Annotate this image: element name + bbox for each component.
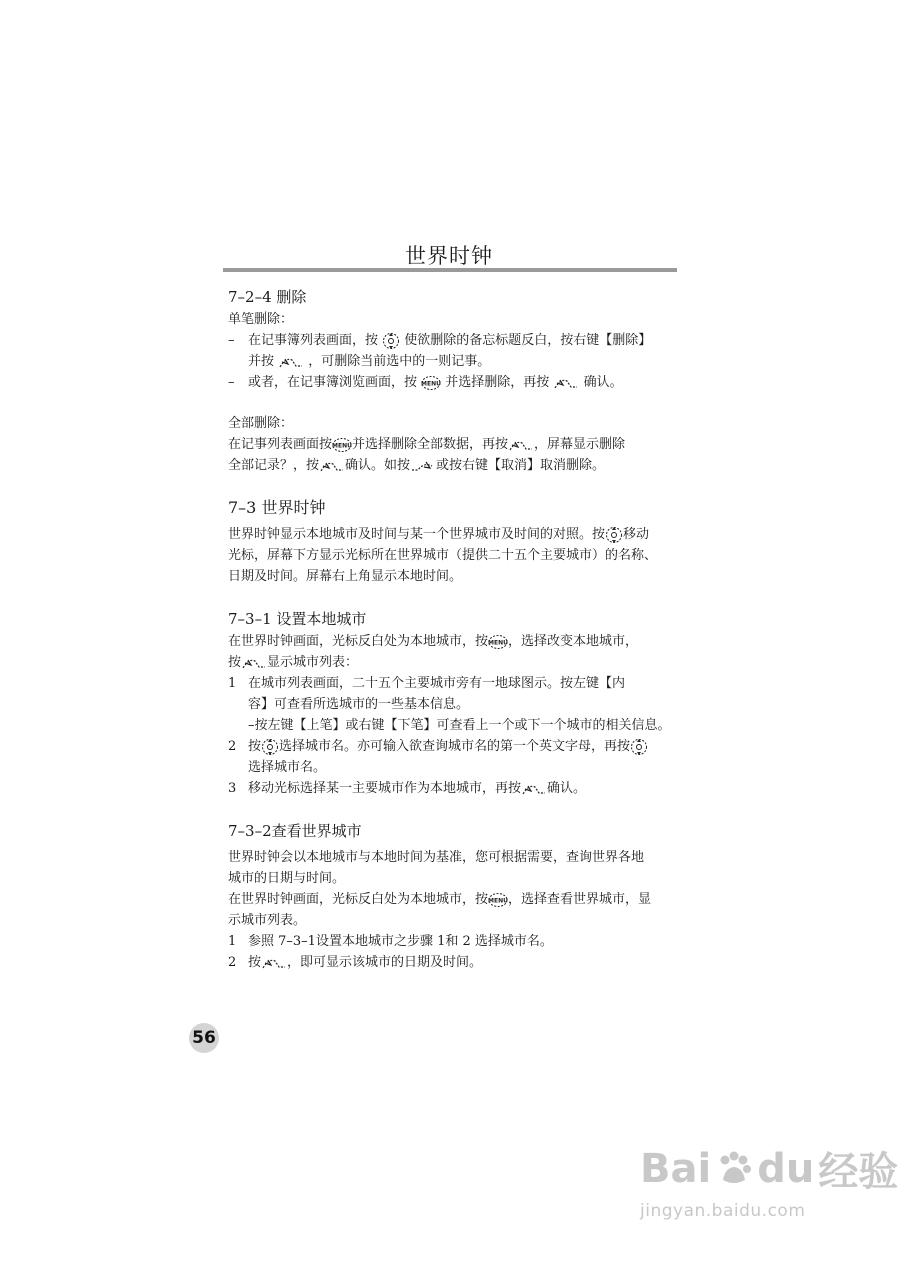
page-content <box>228 285 680 973</box>
heading-7-3: 7–3 世界时钟 <box>228 498 326 517</box>
title-rule <box>223 268 677 272</box>
confirm-key-icon <box>278 354 304 370</box>
single-delete-title: 单笔删除： <box>228 312 294 327</box>
paragraph <box>228 889 680 910</box>
text: 使欲删除的备忘标题反白，按右键【删除】 <box>404 333 652 348</box>
svg-text:MENU: MENU <box>421 380 442 387</box>
navigation-pad-icon <box>261 738 279 756</box>
bullet-continuation <box>228 351 680 372</box>
paragraph: 光标，屏幕下方显示光标所在世界城市（提供二十五个主要城市）的名称、 <box>228 548 658 563</box>
paragraph <box>228 434 680 455</box>
step-number: 3 <box>228 781 237 796</box>
text: 在世界时钟画面，光标反白处为本地城市，按 <box>228 892 489 907</box>
text: 或按右键【取消】取消删除。 <box>436 458 606 473</box>
step-item <box>228 736 680 757</box>
paragraph: 示城市列表。 <box>228 913 307 928</box>
paragraph: 日期及时间。屏幕右上角显示本地时间。 <box>228 569 463 584</box>
step-item <box>228 673 680 694</box>
page-title: 世界时钟 <box>405 244 493 268</box>
text: ，选择改变本地城市， <box>508 634 639 649</box>
heading-7-3-2: 7–3–2查看世界城市 <box>228 822 362 840</box>
paragraph <box>228 652 680 673</box>
dash-mark: – <box>228 375 235 390</box>
text: ，可删除当前选中的一则记事。 <box>308 354 491 369</box>
watermark-brand-suffix: du <box>757 1145 815 1192</box>
step-continuation: 容】可查看所选城市的一些基本信息。 <box>248 697 470 712</box>
text: 显示城市列表： <box>267 655 359 670</box>
paragraph <box>228 524 680 545</box>
dash-mark: – <box>228 333 235 348</box>
svg-text:MENU: MENU <box>488 639 508 646</box>
text: 世界时钟显示本地城市及时间与某一个世界城市及时间的对照。按 <box>228 527 606 542</box>
step-continuation: –按左键【上笔】或右键【下笔】可查看上一个或下一个城市的相关信息。 <box>248 718 671 733</box>
all-delete-title: 全部删除： <box>228 416 294 431</box>
svg-text:MENU: MENU <box>488 897 508 904</box>
text: ，即可显示该城市的日期及时间。 <box>287 955 483 970</box>
text: 移动 <box>623 527 650 542</box>
bullet-item <box>228 330 680 351</box>
cancel-key-icon <box>410 458 436 474</box>
text: 确认。 <box>547 781 587 796</box>
text: ，屏幕显示删除 <box>534 437 626 452</box>
step-number: 1 <box>228 934 237 949</box>
step-continuation: 选择城市名。 <box>248 760 327 775</box>
text: 按 <box>248 739 262 754</box>
menu-key-icon <box>332 437 352 453</box>
navigation-pad-icon <box>382 332 400 350</box>
text: 或者，在记事簿浏览画面，按 <box>248 375 418 390</box>
text: 在世界时钟画面，光标反白处为本地城市，按 <box>228 634 489 649</box>
step-item <box>228 931 680 952</box>
text: 参照 7–3–1设置本地城市之步骤 1和 2 选择城市名。 <box>248 934 553 949</box>
text: 移动光标选择某一主要城市作为本地城市，再按 <box>248 781 522 796</box>
text: 选择城市名。亦可输入欲查询城市名的第一个英文字母，再按 <box>279 739 631 754</box>
navigation-pad-icon <box>630 738 648 756</box>
step-number: 2 <box>228 739 237 754</box>
confirm-key-icon <box>508 437 534 453</box>
text: 并选择删除全部数据，再按 <box>352 437 509 452</box>
paw-icon <box>715 1150 753 1188</box>
text: 全部记录？，按 <box>228 458 320 473</box>
heading-7-3-1: 7–3–1 设置本地城市 <box>228 610 367 628</box>
confirm-key-icon <box>521 781 547 797</box>
watermark-brand-cn: 经验 <box>818 1149 899 1195</box>
text: 并按 <box>248 354 275 369</box>
confirm-key-icon <box>261 955 287 971</box>
paragraph: 城市的日期与时间。 <box>228 871 346 886</box>
text: 在记事簿列表画面，按 <box>248 333 379 348</box>
watermark-url: jingyan.baidu.com <box>640 1201 806 1221</box>
menu-key-icon <box>488 892 508 908</box>
step-number: 1 <box>228 676 237 691</box>
paragraph <box>228 455 680 476</box>
watermark <box>640 1140 898 1221</box>
watermark-logo <box>640 1140 898 1197</box>
paragraph: 世界时钟会以本地城市与本地时间为基准，您可根据需要，查询世界各地 <box>228 850 645 865</box>
text: 按 <box>248 955 262 970</box>
heading-7-2-4: 7–2–4 删除 <box>228 288 307 306</box>
text: 并选择删除，再按 <box>445 375 550 390</box>
paragraph <box>228 631 680 652</box>
page-number-badge: 56 <box>189 1023 219 1053</box>
text: 在记事列表画面按 <box>228 437 333 452</box>
watermark-brand: Bai <box>640 1145 712 1192</box>
navigation-pad-icon <box>605 526 623 544</box>
svg-text:MENU: MENU <box>332 442 352 449</box>
bullet-item <box>228 372 680 393</box>
menu-key-icon <box>421 375 441 391</box>
step-number: 2 <box>228 955 237 970</box>
text: 在城市列表画面，二十五个主要城市旁有一地球图示。按左键【内 <box>248 676 626 691</box>
step-item <box>228 952 680 973</box>
text: 确认。 <box>583 375 623 390</box>
text: ，选择查看世界城市，显 <box>508 892 652 907</box>
confirm-key-icon <box>241 655 267 671</box>
confirm-key-icon <box>553 375 579 391</box>
text: 按 <box>228 655 242 670</box>
step-item <box>228 778 680 799</box>
menu-key-icon <box>488 634 508 650</box>
text: 确认。如按 <box>345 458 411 473</box>
confirm-key-icon <box>319 458 345 474</box>
